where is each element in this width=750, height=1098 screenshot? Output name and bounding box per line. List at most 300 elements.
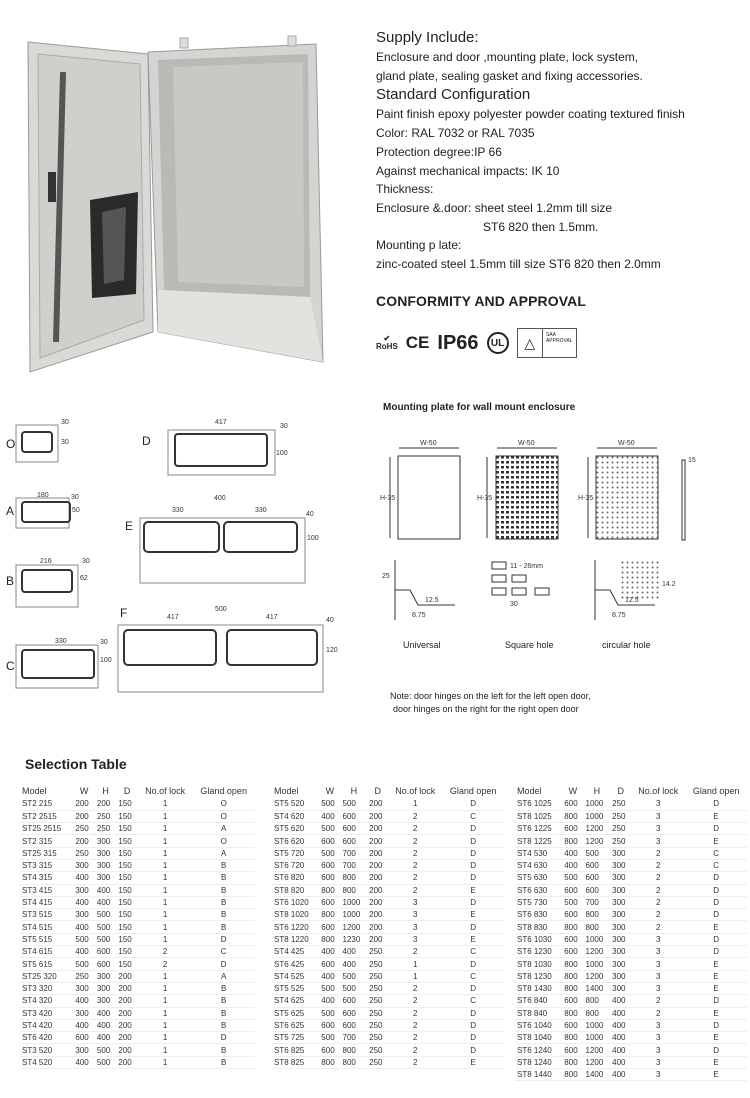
table-cell: 200 <box>116 970 137 982</box>
table-cell: B <box>192 1019 255 1031</box>
table-cell: D <box>442 1032 504 1044</box>
table-cell: C <box>442 810 504 822</box>
table-cell: ST6 620 <box>272 835 319 847</box>
column-header: H <box>102 786 109 796</box>
table-cell: 1200 <box>584 823 611 835</box>
table-header-row <box>20 784 255 798</box>
table-cell: 600 <box>562 884 583 896</box>
table-cell: 1000 <box>584 1032 611 1044</box>
table-row <box>20 872 255 884</box>
table-row <box>515 958 747 970</box>
table-cell: 400 <box>319 970 340 982</box>
table-cell: E <box>685 958 747 970</box>
table-cell: E <box>685 921 747 933</box>
table-cell: 200 <box>116 1032 137 1044</box>
table-cell: 600 <box>341 995 368 1007</box>
table-cell: ST4 425 <box>272 946 319 958</box>
table-row <box>272 859 504 871</box>
table-cell: 300 <box>95 847 116 859</box>
svg-text:8.75: 8.75 <box>412 612 426 619</box>
table-cell: 150 <box>116 933 137 945</box>
table-row <box>20 1032 255 1044</box>
table-cell: B <box>192 921 255 933</box>
svg-text:15: 15 <box>688 457 696 464</box>
spec-line: zinc-coated steel 1.5mm till size ST6 820 then 2.0mm <box>376 257 661 272</box>
svg-text:30: 30 <box>82 558 90 565</box>
table-cell: 150 <box>116 946 137 958</box>
table-cell: 600 <box>319 835 340 847</box>
table-cell: 800 <box>341 1056 368 1068</box>
table-cell: B <box>192 1056 255 1068</box>
table-cell: ST4 530 <box>515 847 562 859</box>
table-row <box>272 933 504 945</box>
table-cell: ST4 315 <box>20 872 73 884</box>
table-cell: ST4 515 <box>20 921 73 933</box>
table-cell: E <box>442 933 504 945</box>
table-cell: 1 <box>138 1044 193 1056</box>
table-cell: 200 <box>116 1044 137 1056</box>
table-cell: 250 <box>367 995 388 1007</box>
enclosure-photo <box>18 32 368 377</box>
column-header: D <box>374 786 382 796</box>
table-cell: 500 <box>562 872 583 884</box>
table-row <box>20 1007 255 1019</box>
table-cell: 2 <box>388 1019 442 1031</box>
table-cell: 200 <box>116 995 137 1007</box>
table-cell: E <box>685 982 747 994</box>
table-cell: B <box>192 896 255 908</box>
table-cell: 800 <box>562 1069 583 1081</box>
svg-text:11 - 26mm: 11 - 26mm <box>510 563 543 570</box>
table-cell: 800 <box>562 810 583 822</box>
svg-text:30: 30 <box>71 494 79 501</box>
table-cell: C <box>685 847 747 859</box>
table-cell: 250 <box>367 1007 388 1019</box>
table-cell: 200 <box>73 835 94 847</box>
table-cell: 200 <box>367 823 388 835</box>
table-cell: 2 <box>631 859 685 871</box>
table-cell: 600 <box>319 1019 340 1031</box>
table-cell: 200 <box>95 798 116 810</box>
column-header: Gland open <box>200 786 247 796</box>
table-cell: 700 <box>341 847 368 859</box>
table-cell: 400 <box>610 1019 631 1031</box>
table-cell: 300 <box>610 970 631 982</box>
table-row <box>20 933 255 945</box>
table-row <box>272 798 504 810</box>
table-cell: 2 <box>631 884 685 896</box>
table-cell: 2 <box>138 946 193 958</box>
table-cell: D <box>442 958 504 970</box>
table-cell: 400 <box>562 859 583 871</box>
table-row <box>515 1019 747 1031</box>
table-cell: 300 <box>73 1007 94 1019</box>
table-cell: 600 <box>95 946 116 958</box>
specification-text <box>376 28 746 274</box>
mounting-plate-diagrams <box>370 420 700 630</box>
table-cell: 300 <box>610 958 631 970</box>
table-cell: 1000 <box>584 810 611 822</box>
table-cell: 500 <box>341 970 368 982</box>
table-row <box>20 798 255 810</box>
table-cell: 600 <box>584 872 611 884</box>
table-row <box>272 896 504 908</box>
table-cell: 2 <box>388 859 442 871</box>
table-cell: 300 <box>610 859 631 871</box>
table-cell: 150 <box>116 859 137 871</box>
spec-line: Paint finish epoxy polyester powder coating textured finish <box>376 107 685 122</box>
table-cell: 1000 <box>584 933 611 945</box>
table-cell: C <box>442 946 504 958</box>
table-cell: 500 <box>95 909 116 921</box>
table-row <box>515 1007 747 1019</box>
table-cell: ST5 615 <box>20 958 73 970</box>
table-cell: ST6 720 <box>272 859 319 871</box>
selection-table-title: Selection Table <box>25 756 127 772</box>
table-cell: 3 <box>631 1069 685 1081</box>
spec-line: Protection degree:IP 66 <box>376 144 502 159</box>
table-cell: 2 <box>631 921 685 933</box>
conformity-title: CONFORMITY AND APPROVAL <box>376 293 586 309</box>
table-cell: 600 <box>341 1019 368 1031</box>
column-header: W <box>325 786 335 796</box>
table-cell: 200 <box>367 798 388 810</box>
column-header: H <box>593 786 601 796</box>
table-row <box>515 823 747 835</box>
table-cell: ST5 625 <box>272 1007 319 1019</box>
table-cell: 1 <box>138 1019 193 1031</box>
table-row <box>20 921 255 933</box>
table-cell: D <box>685 884 747 896</box>
table-cell: A <box>192 970 255 982</box>
table-cell: 300 <box>610 872 631 884</box>
supply-title: Supply Include: <box>376 29 479 46</box>
table-cell: 250 <box>367 982 388 994</box>
table-cell: 600 <box>341 810 368 822</box>
table-cell: 1200 <box>341 921 368 933</box>
table-cell: D <box>685 896 747 908</box>
table-cell: 300 <box>95 859 116 871</box>
table-cell: 1230 <box>341 933 368 945</box>
table-cell: D <box>685 1019 747 1031</box>
table-row <box>272 958 504 970</box>
table-row <box>20 995 255 1007</box>
table-cell: 3 <box>631 1044 685 1056</box>
table-cell: 1 <box>138 1007 193 1019</box>
column-header: H <box>350 786 358 796</box>
table-cell: 400 <box>73 946 94 958</box>
table-cell: E <box>442 884 504 896</box>
svg-text:330: 330 <box>172 507 184 514</box>
table-cell: 3 <box>631 1019 685 1031</box>
table-cell: 700 <box>584 896 611 908</box>
svg-text:H-35: H-35 <box>477 495 493 502</box>
table-cell: 1 <box>388 958 442 970</box>
table-cell: D <box>685 872 747 884</box>
table-cell: B <box>192 859 255 871</box>
table-cell: ST5 515 <box>20 933 73 945</box>
svg-text:H-35: H-35 <box>578 495 594 502</box>
certification-logos <box>376 325 577 361</box>
table-cell: 250 <box>610 798 631 810</box>
plate-type-universal: Universal <box>403 640 441 650</box>
table-cell: 3 <box>631 1032 685 1044</box>
svg-text:12.5: 12.5 <box>425 597 439 604</box>
plate-type-square-hole: Square hole <box>505 640 554 650</box>
svg-text:30: 30 <box>510 601 518 608</box>
table-cell: 1200 <box>584 835 611 847</box>
table-row <box>272 884 504 896</box>
table-cell: 800 <box>584 995 611 1007</box>
table-cell: 400 <box>73 995 94 1007</box>
table-cell: ST6 420 <box>20 1032 73 1044</box>
table-cell: ST6 630 <box>515 884 562 896</box>
table-cell: B <box>192 982 255 994</box>
table-cell: 150 <box>116 798 137 810</box>
table-cell: ST25 320 <box>20 970 73 982</box>
gland-label-c: C <box>6 659 15 673</box>
table-cell: 150 <box>116 921 137 933</box>
table-row <box>515 859 747 871</box>
table-cell: 250 <box>367 1056 388 1068</box>
table-cell: 600 <box>562 933 583 945</box>
column-header: No.of lock <box>395 786 436 796</box>
table-cell: 3 <box>388 896 442 908</box>
svg-text:400: 400 <box>214 495 226 502</box>
table-cell: 1400 <box>584 1069 611 1081</box>
table-row <box>272 970 504 982</box>
table-cell: 800 <box>319 884 340 896</box>
table-cell: 600 <box>95 958 116 970</box>
svg-text:100: 100 <box>100 657 112 664</box>
table-cell: 500 <box>73 933 94 945</box>
table-cell: 800 <box>319 1056 340 1068</box>
table-cell: 1000 <box>584 1019 611 1031</box>
table-cell: 200 <box>367 884 388 896</box>
table-cell: 600 <box>562 798 583 810</box>
table-cell: 800 <box>584 1007 611 1019</box>
table-cell: 150 <box>116 958 137 970</box>
table-cell: ST3 315 <box>20 859 73 871</box>
table-row <box>515 847 747 859</box>
table-row <box>515 872 747 884</box>
table-cell: 3 <box>631 1056 685 1068</box>
table-cell: 3 <box>631 933 685 945</box>
table-cell: 1200 <box>584 946 611 958</box>
table-cell: ST6 1040 <box>515 1019 562 1031</box>
table-cell: 400 <box>610 1056 631 1068</box>
table-cell: 1 <box>388 970 442 982</box>
table-row <box>20 823 255 835</box>
table-cell: ST8 1225 <box>515 835 562 847</box>
table-cell: 1000 <box>584 798 611 810</box>
table-cell: 1 <box>138 1032 193 1044</box>
table-cell: 150 <box>116 896 137 908</box>
table-cell: 200 <box>116 982 137 994</box>
table-row <box>515 1056 747 1068</box>
table-cell: 800 <box>562 1007 583 1019</box>
table-cell: E <box>685 835 747 847</box>
table-cell: D <box>685 909 747 921</box>
table-cell: D <box>192 1032 255 1044</box>
svg-text:H-35: H-35 <box>380 495 396 502</box>
table-cell: ST6 625 <box>272 1019 319 1031</box>
table-cell: D <box>442 982 504 994</box>
table-cell: 2 <box>388 872 442 884</box>
table-cell: 800 <box>562 921 583 933</box>
table-row <box>272 921 504 933</box>
table-cell: 2 <box>388 995 442 1007</box>
column-header: Model <box>274 786 299 796</box>
table-cell: ST5 730 <box>515 896 562 908</box>
plate-type-circular-hole: circular hole <box>602 640 651 650</box>
table-cell: ST6 840 <box>515 995 562 1007</box>
table-cell: 1200 <box>584 1056 611 1068</box>
table-cell: B <box>192 884 255 896</box>
table-cell: 800 <box>319 909 340 921</box>
table-cell: 1 <box>138 896 193 908</box>
table-cell: ST4 415 <box>20 896 73 908</box>
table-cell: 300 <box>73 884 94 896</box>
table-cell: 250 <box>367 946 388 958</box>
table-cell: ST6 830 <box>515 909 562 921</box>
table-row <box>272 847 504 859</box>
table-cell: 1 <box>138 859 193 871</box>
table-cell: ST3 420 <box>20 1007 73 1019</box>
table-cell: ST8 1430 <box>515 982 562 994</box>
column-header: No.of lock <box>638 786 679 796</box>
table-cell: 200 <box>367 847 388 859</box>
table-cell: ST8 1230 <box>515 970 562 982</box>
table-cell: 1 <box>138 847 193 859</box>
table-cell: 1 <box>138 933 193 945</box>
table-cell: 400 <box>610 995 631 1007</box>
table-cell: 3 <box>631 946 685 958</box>
table-cell: 400 <box>610 1044 631 1056</box>
table-cell: 800 <box>562 982 583 994</box>
ce-logo: CE <box>405 333 430 352</box>
gland-label-a: A <box>6 504 15 518</box>
table-cell: 2 <box>388 847 442 859</box>
table-cell: 3 <box>388 933 442 945</box>
table-cell: ST8 1220 <box>272 933 319 945</box>
spec-line: Thickness: <box>376 182 434 197</box>
svg-text:25: 25 <box>382 573 390 580</box>
table-row <box>515 896 747 908</box>
table-cell: 150 <box>116 823 137 835</box>
gland-label-o: O <box>6 437 16 451</box>
table-cell: 500 <box>319 798 340 810</box>
table-cell: 400 <box>73 1056 94 1068</box>
table-row <box>20 859 255 871</box>
table-cell: 400 <box>341 958 368 970</box>
table-cell: 1 <box>138 995 193 1007</box>
table-cell: E <box>442 1056 504 1068</box>
table-cell: 400 <box>610 1007 631 1019</box>
table-cell: 1 <box>138 823 193 835</box>
table-cell: ST5 520 <box>272 798 319 810</box>
table-cell: 300 <box>95 982 116 994</box>
table-cell: 1 <box>138 1056 193 1068</box>
table-cell: 2 <box>631 896 685 908</box>
column-header: No.of lock <box>145 786 186 796</box>
table-cell: 400 <box>73 872 94 884</box>
table-cell: 300 <box>73 982 94 994</box>
table-cell: 1000 <box>584 958 611 970</box>
table-cell: 400 <box>73 896 94 908</box>
table-row <box>515 810 747 822</box>
table-cell: 3 <box>631 970 685 982</box>
table-cell: D <box>442 921 504 933</box>
table-cell: 250 <box>367 1019 388 1031</box>
table-cell: E <box>685 970 747 982</box>
table-cell: B <box>192 1044 255 1056</box>
table-row <box>20 982 255 994</box>
table-cell: ST5 620 <box>272 823 319 835</box>
table-row <box>515 884 747 896</box>
selection-table-1 <box>20 784 255 1069</box>
table-cell: 200 <box>367 872 388 884</box>
table-row <box>515 909 747 921</box>
table-cell: 300 <box>610 933 631 945</box>
table-row <box>515 982 747 994</box>
table-cell: 500 <box>319 1032 340 1044</box>
table-cell: 300 <box>73 1044 94 1056</box>
table-row <box>272 995 504 1007</box>
table-cell: ST8 1040 <box>515 1032 562 1044</box>
table-cell: ST6 1220 <box>272 921 319 933</box>
svg-text:14.2: 14.2 <box>662 581 676 588</box>
table-cell: ST8 820 <box>272 884 319 896</box>
table-cell: 600 <box>562 909 583 921</box>
table-header-row <box>515 784 747 798</box>
table-row <box>20 847 255 859</box>
table-cell: 1 <box>138 982 193 994</box>
table-cell: 200 <box>116 1007 137 1019</box>
table-cell: D <box>192 933 255 945</box>
table-cell: D <box>685 1044 747 1056</box>
column-header: Model <box>517 786 542 796</box>
table-row <box>515 946 747 958</box>
spec-line: Mounting p late: <box>376 238 462 253</box>
svg-text:500: 500 <box>215 606 227 613</box>
table-cell: 600 <box>341 835 368 847</box>
selection-table-3 <box>515 784 747 1081</box>
table-row <box>272 909 504 921</box>
table-cell: B <box>192 1007 255 1019</box>
table-cell: 250 <box>367 1032 388 1044</box>
table-cell: 400 <box>95 1032 116 1044</box>
table-cell: 800 <box>562 835 583 847</box>
gland-label-b: B <box>6 574 15 588</box>
table-row <box>20 884 255 896</box>
svg-text:W-50: W-50 <box>618 440 635 447</box>
table-cell: ST4 625 <box>272 995 319 1007</box>
triangle-icon: △ <box>518 329 543 357</box>
table-cell: 800 <box>341 872 368 884</box>
table-cell: O <box>192 810 255 822</box>
svg-text:40: 40 <box>326 617 334 624</box>
column-header: Gland open <box>449 786 497 796</box>
table-cell: ST2 315 <box>20 835 73 847</box>
table-row <box>20 835 255 847</box>
table-cell: 2 <box>388 884 442 896</box>
table-cell: 600 <box>584 884 611 896</box>
table-cell: 800 <box>562 1056 583 1068</box>
table-cell: 800 <box>341 884 368 896</box>
table-cell: 250 <box>95 810 116 822</box>
table-row <box>515 1032 747 1044</box>
